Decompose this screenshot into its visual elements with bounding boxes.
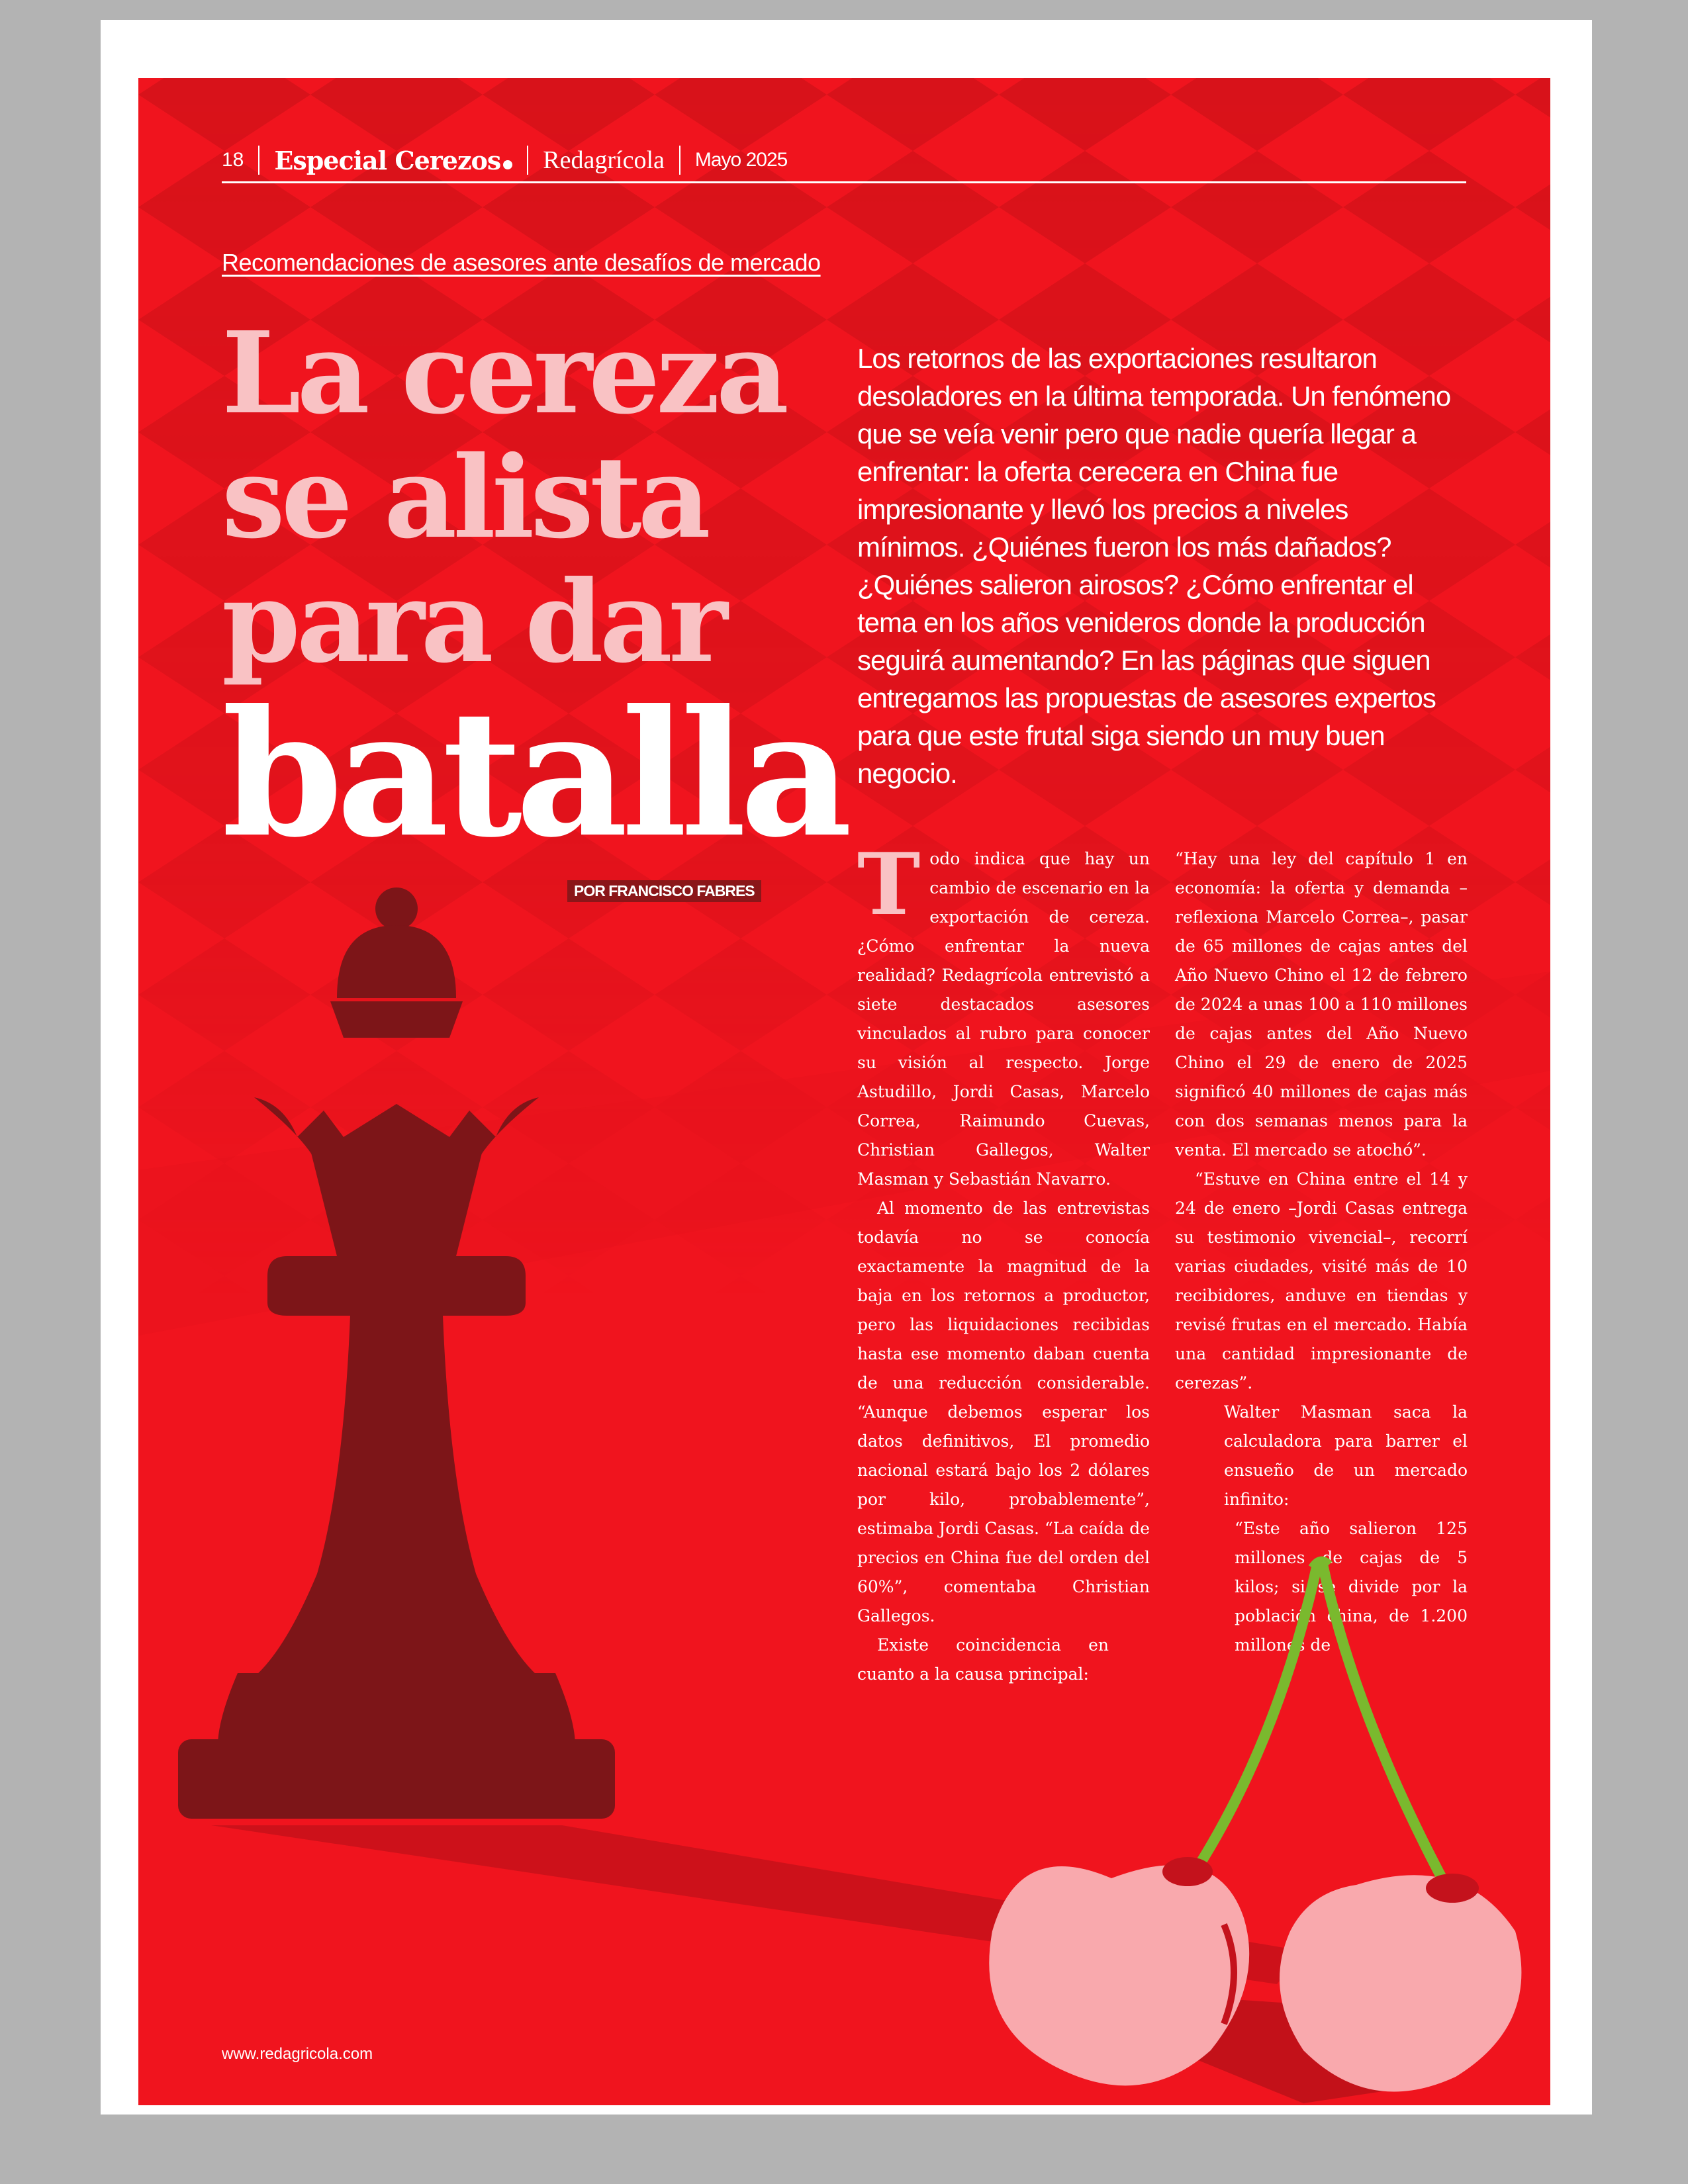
cherries-illustration (933, 1468, 1550, 2105)
title-line: para dar (222, 556, 724, 688)
body-paragraph: Existe coincidencia en cuanto a la causa principal: (857, 1635, 1109, 1684)
body-paragraph-text: odo indica que hay un cambio de escenario en la exportación de cereza. ¿Cómo enfrentar la nueva realidad? Redagrícola entrevistó a siete destacados asesores vinculados al rubro para conocer su visión al respecto. Jorge Astudillo, Jordi Casas, Marcelo Correa, Raimundo Cuevas, Christian Gallegos, Walter Masman y Sebastián Navarro. (857, 849, 1150, 1189)
cherry-stem-icon (1191, 1567, 1317, 1878)
section-dot-icon (503, 160, 512, 169)
footer-url[interactable]: www.redagricola.com (222, 2045, 373, 2063)
title-line: La cereza (222, 307, 785, 439)
body-paragraph: Al momento de las entrevistas todavía no se conocía exactamente la magnitud de la baja en los retornos a productor, pero las liquidaciones recibidas hasta ese momento daban cuenta de una reducción considerable. “Aunque debemos esperar los datos definitivos, El promedio nacional estará bajo los 2 dólares por kilo, probablemente”, estimaba Jordi Casas. “La caída de precios en China fue del orden del 60%”, comentaba Christian Gallegos. (857, 1199, 1150, 1625)
article-title (222, 307, 846, 876)
section-name (274, 146, 512, 175)
page-number: 18 (222, 149, 244, 171)
header-divider (527, 146, 528, 175)
header-rule (222, 181, 1466, 183)
header-divider (258, 146, 259, 175)
cherry-stem-icon (1323, 1567, 1449, 1891)
body-paragraph: “Hay una ley del capítulo 1 en economía: la oferta y demanda –reflexiona Marcelo Correa–, pasar de 65 millones de cajas antes del Año Nuevo Chino el 12 de febrero de 2024 a unas 100 a 110 millones de cajas antes del Año Nuevo Chino el 29 de enero de 2025 significó 40 millones de cajas más con dos semanas menos para la venta. El mercado se atochó”. (1175, 849, 1468, 1160)
chess-queen-icon (178, 887, 615, 1819)
drop-cap: T (857, 835, 921, 934)
lede-paragraph: Los retornos de las exportaciones resultaron desoladores en la última temporada. Un fenómeno que se veía venir pero que nadie quería llegar a enfrentar: la oferta cerecera en China fue impresionante y llevó los precios a niveles mínimos. ¿Quiénes fueron los más dañados? ¿Quiénes salieron airosos? ¿Cómo enfrentar el tema en los años venideros donde la producción seguirá aumentando? En las páginas que siguen entregamos las propuestas de asesores expertos para que este frutal siga siendo un muy buen negocio. (857, 343, 1451, 789)
cherry-right-icon (1280, 1874, 1521, 2092)
issue-date: Mayo 2025 (694, 149, 788, 171)
title-line-emphasis: batalla (222, 672, 846, 876)
byline: POR FRANCISCO FABRES (567, 880, 761, 902)
magazine-page (138, 78, 1550, 2105)
kicker: Recomendaciones de asesores ante desafíos de mercado (222, 249, 821, 276)
body-paragraph: “Este año salieron 125 millones de cajas de 5 kilos; si se divide por la población china, de 1.200 millones de (1235, 1519, 1468, 1655)
body-paragraph: Walter Masman saca la calculadora para barrer el ensueño de un mercado infinito: (1224, 1402, 1468, 1509)
title-line: se alista (222, 432, 707, 564)
section-name-text: Especial Cerezos (274, 145, 501, 175)
page-header (222, 142, 1466, 179)
body-paragraph: “Estuve en China entre el 14 y 24 de enero –Jordi Casas entrega su testimonio vivencial–, recorrí varias ciudades, visité más de 10 recibidores, anduve en tiendas y revisé frutas en el mercado. Había una cantidad impresionante de cerezas”. (1175, 1169, 1468, 1392)
header-divider (679, 146, 680, 175)
body-paragraph (857, 835, 1150, 1194)
magazine-name: Redagrícola (543, 146, 665, 174)
